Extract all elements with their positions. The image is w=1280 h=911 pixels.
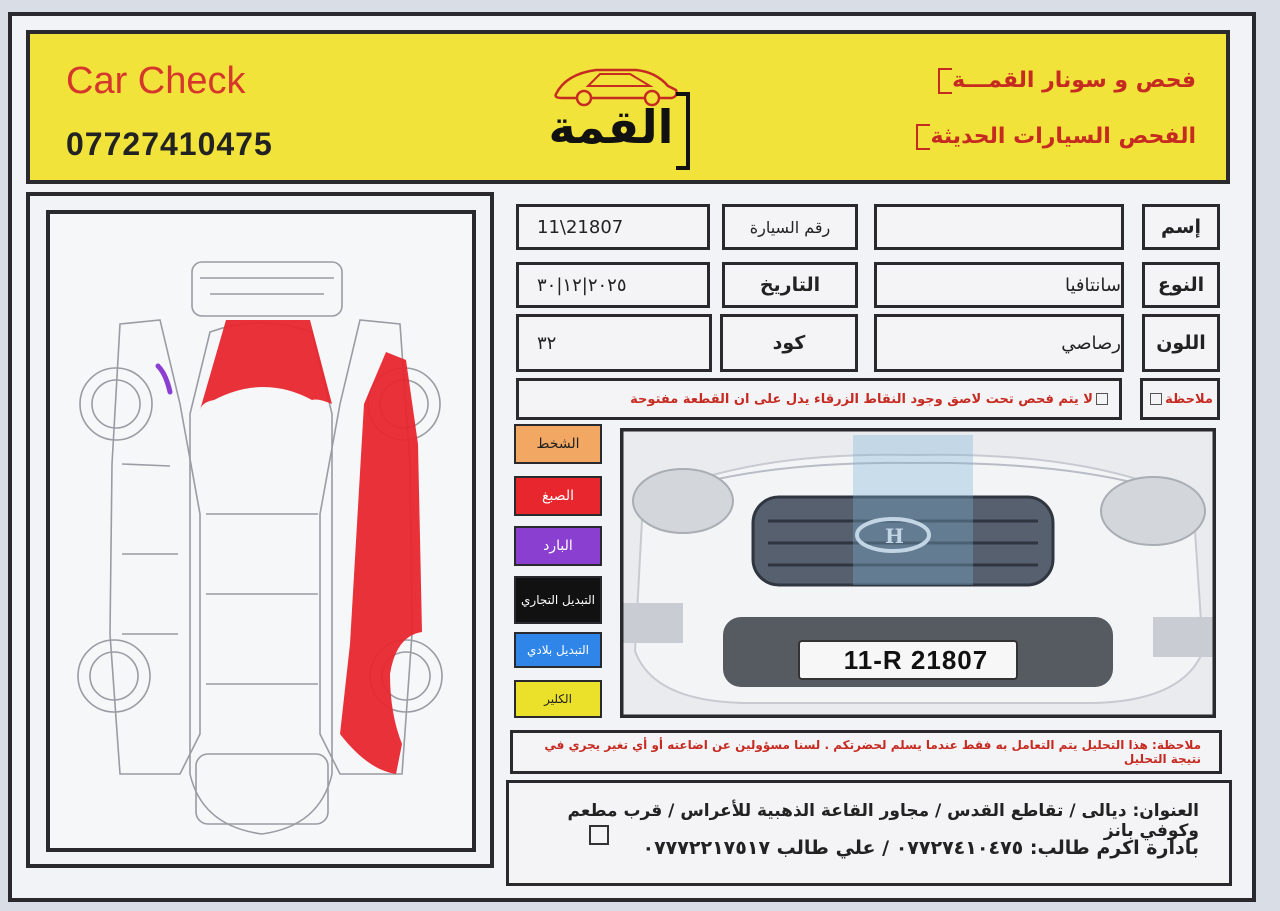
color-field[interactable]: رصاصي [874,314,1124,372]
note-text: لا يتم فحص تحت لاصق وجود النقاط الزرقاء يدل على ان القطعة مفتوحة [630,391,1093,407]
legend-swatch: التبديل التجاري [514,576,602,624]
legend-swatch: الكلير [514,680,602,718]
car-body-diagram [50,214,472,848]
logo-wordmark: القمة [548,100,674,154]
logo-frame [676,92,690,170]
logo [526,50,696,162]
plate-label: رقم السيارة [722,204,858,250]
checkbox-icon [1096,393,1108,405]
name-label: إسم [1142,204,1220,250]
date-field[interactable]: ٢٠٢٥|١٢|٣٠ [516,262,710,308]
car-diagram-frame [26,192,494,868]
brand-name: Car Check [66,60,246,102]
type-label: النوع [1142,262,1220,308]
checkbox-icon [916,124,930,150]
painted-hood [200,320,332,410]
header-banner [26,30,1230,184]
painted-right-side [340,352,422,774]
code-field[interactable]: ٣٢ [516,314,712,372]
legend-swatch: البارد [514,526,602,566]
svg-text:H: H [885,524,904,548]
plate-field[interactable]: 11\21807 [516,204,710,250]
legend-swatch: التبديل بلادي [514,632,602,668]
address-line: العنوان: ديالى / تقاطع القدس / مجاور القاعة الذهبية للأعراس / قرب مطعم وكوفي بانز [567,801,1199,841]
checkbox-icon [589,825,609,845]
note-label: ملاحظة [1140,378,1220,420]
type-field[interactable]: سانتافيا [874,262,1124,308]
checkbox-icon [938,68,952,94]
address-box [506,780,1232,886]
car-diagram [46,210,476,852]
disclaimer-note: ملاحظة: هذا التحليل يتم التعامل به فقط عندما يسلم لحضرتكم . لسنا مسؤولين عن اضاعته أو أي تغير يجري في نتيجة التحليل [510,730,1222,774]
code-label: كود [720,314,858,372]
legend-swatch: الصبغ [514,476,602,516]
car-photo [620,428,1216,718]
brand-phone: 07727410475 [66,126,273,162]
header-title-2: الفحص السيارات الحديثة [912,124,1196,150]
color-label: اللون [1142,314,1220,372]
date-label: التاريخ [722,262,858,308]
name-field[interactable] [874,204,1124,250]
header-title-1: فحص و سونار القمـــة [934,68,1196,94]
checkbox-icon [1150,393,1162,405]
legend-swatch: الشخط [514,424,602,464]
note-row [516,378,1122,420]
management-contacts: بادارة اكرم طالب: ٠٧٧٢٧٤١٠٤٧٥ / علي طالب ٠٧٧٧٢٢١٧٥١٧ [642,837,1199,859]
license-plate-text: 11-R 21807 [843,645,989,675]
cold-mark [158,366,170,392]
